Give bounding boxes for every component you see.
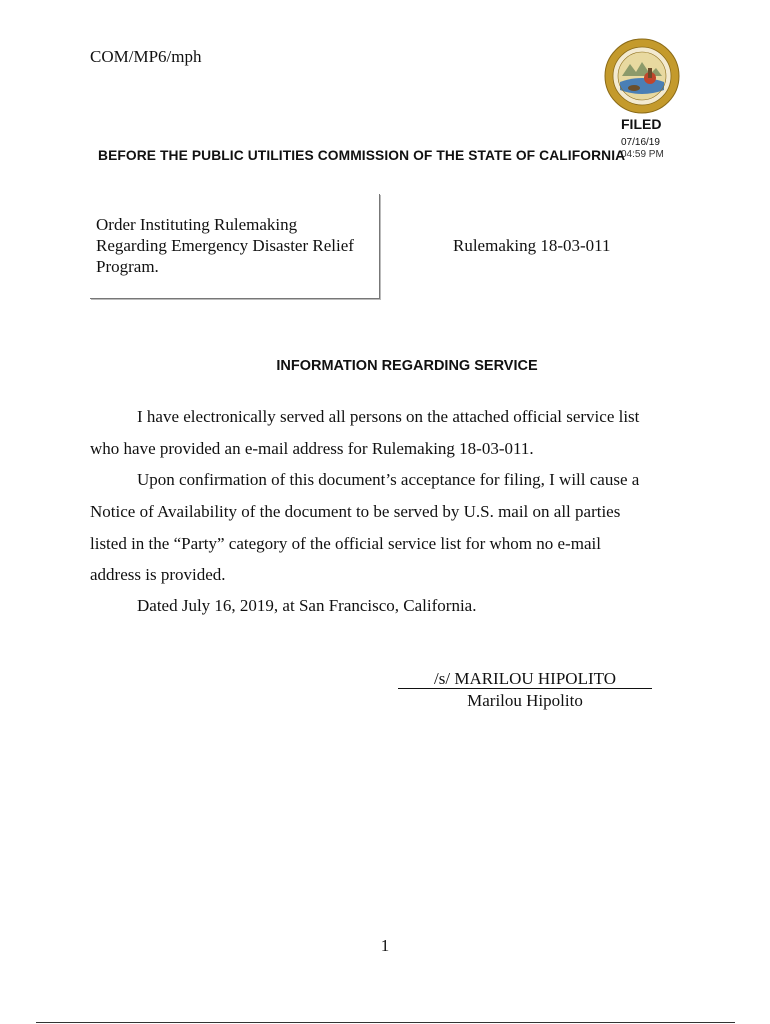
page-number: 1 bbox=[380, 936, 390, 955]
section-title bbox=[0, 358, 770, 374]
caption-title bbox=[96, 214, 381, 277]
body-line: I have electronically served all persons on the attached official service list bbox=[137, 407, 640, 426]
filed-date: 07/16/19 bbox=[621, 137, 660, 148]
section-title-text: INFORMATION REGARDING SERVICE bbox=[276, 358, 538, 374]
document-code: COM/MP6/mph bbox=[90, 47, 202, 66]
body-line: listed in the “Party” category of the official service list for whom no e-mail bbox=[90, 534, 601, 553]
docket-number: Rulemaking 18-03-011 bbox=[453, 236, 611, 255]
commission-heading: BEFORE THE PUBLIC UTILITIES COMMISSION OF THE STATE OF CALIFORNIA bbox=[98, 148, 626, 163]
footer-rule bbox=[36, 1022, 735, 1023]
signatory-name: Marilou Hipolito bbox=[467, 691, 583, 710]
body-line: Upon confirmation of this document’s acceptance for filing, I will cause a bbox=[137, 470, 640, 489]
body-line: address is provided. bbox=[90, 565, 226, 584]
state-seal-icon bbox=[604, 38, 680, 114]
body-line: who have provided an e-mail address for Rulemaking 18-03-011. bbox=[90, 439, 534, 458]
filed-stamp-label: FILED bbox=[621, 116, 662, 132]
filed-time: 04:59 PM bbox=[621, 149, 664, 160]
body-line: Notice of Availability of the document to be served by U.S. mail on all parties bbox=[90, 502, 621, 521]
signature-text: /s/ MARILOU HIPOLITO bbox=[434, 669, 616, 688]
caption-line: Program. bbox=[96, 257, 159, 276]
caption-line: Regarding Emergency Disaster Relief bbox=[96, 236, 354, 255]
caption-line: Order Instituting Rulemaking bbox=[96, 215, 298, 234]
signature-rule bbox=[398, 688, 652, 689]
dated-line: Dated July 16, 2019, at San Francisco, California. bbox=[137, 596, 477, 615]
